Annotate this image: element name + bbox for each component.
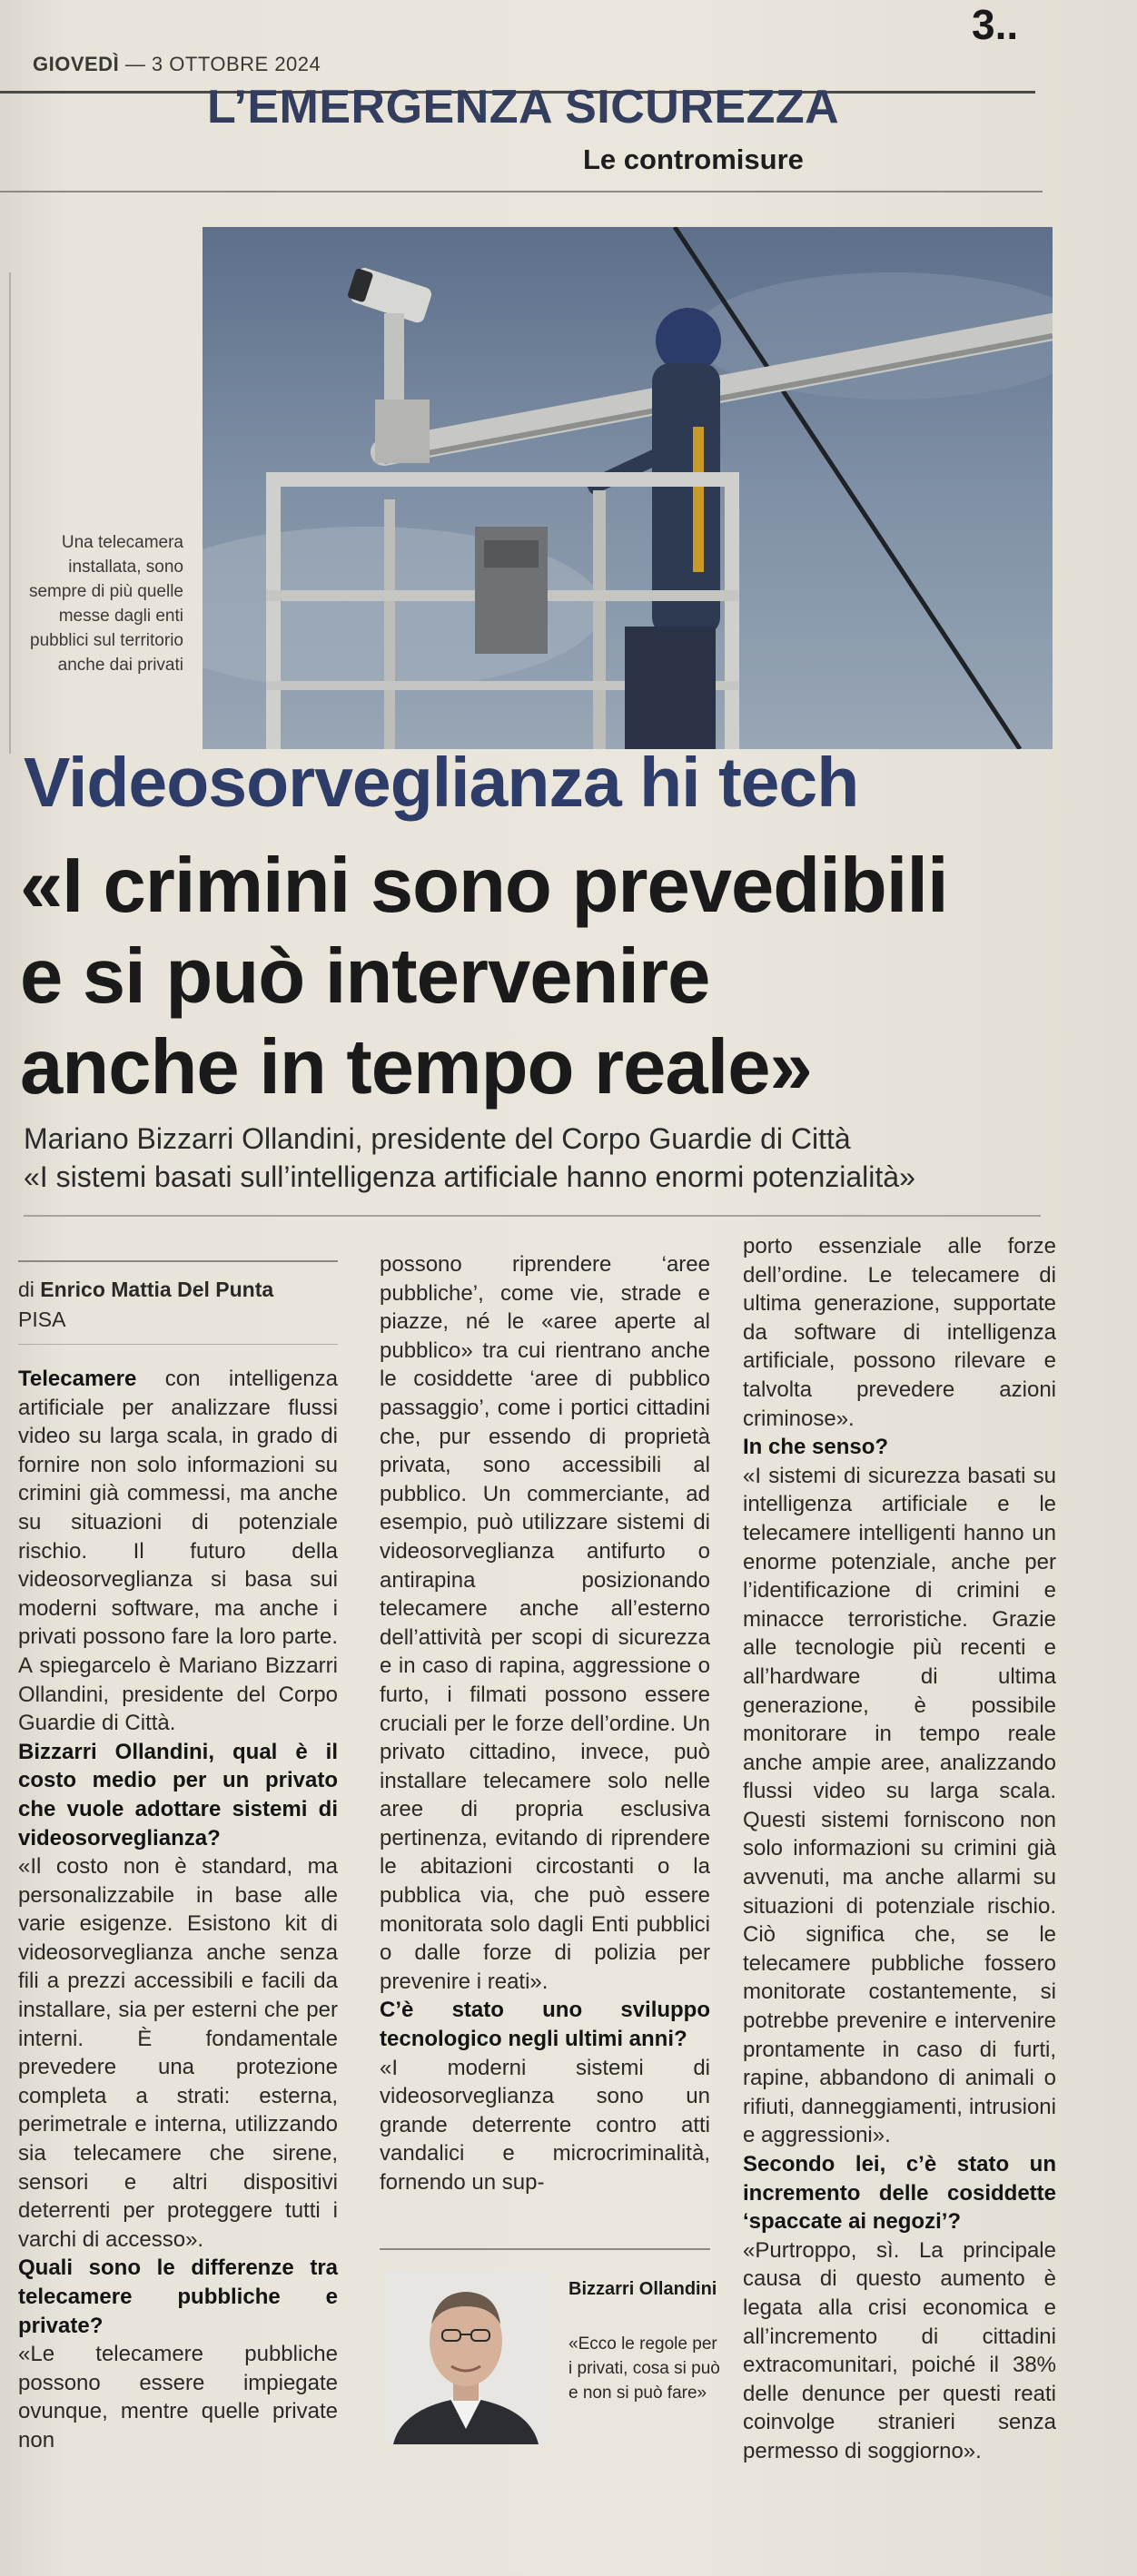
portrait-illustration — [384, 2270, 548, 2444]
headline — [20, 841, 1046, 1113]
byline-rule — [18, 1260, 338, 1262]
article-intro-text: con intelligenza artificiale per analizzare flussi video su larga scala, in grado di fornire non solo informazioni su crimini già commessi, ma anche su situazioni di potenziale rischio. Il futuro della videosorveglianza si basa sui moderni software, ma anche i privati possono fare la loro parte. A spiegarcelo è Mariano Bizzarri Ollandini, presidente del Corpo Guardie di Città. — [18, 1367, 338, 1736]
section-subtitle: Le contromisure — [583, 143, 804, 175]
byline-rule-bottom — [18, 1344, 338, 1345]
article-photo — [203, 227, 1053, 749]
section-title: L’EMERGENZA SICUREZZA — [207, 81, 840, 133]
subheadline-line-2: «I sistemi basati sull’intelligenza artificiale hanno enormi potenzialità» — [24, 1160, 915, 1193]
answer-3-part-2: porto essenziale alle forze dell’ordine. Le telecamere di ultima generazione, supportate da software di intelligenza artificiale, possono rilevare e talvolta prevedere azioni criminose». — [743, 1234, 1056, 1431]
article-intro — [18, 1365, 338, 1738]
body-rule — [24, 1215, 1041, 1217]
section-rule — [0, 191, 1043, 192]
article-intro-lead: Telecamere — [18, 1367, 137, 1391]
byline-place: PISA — [18, 1308, 66, 1331]
camera-installation-illustration — [203, 227, 1053, 749]
byline-prefix: di — [18, 1278, 35, 1301]
answer-1: «Il costo non è standard, ma personalizzabile in base alle varie esigenze. Esistono kit di videosorveglianza anche senza fili a prezzi accessibili e facili da installare, sia per esterni che per interni. È fondamentale prevedere una protezione completa a strati: esterna, perimetrale e interna, utilizzando sia telecamere che sirene, sensori e altri dispositivi deterrenti per proteggere tutti i varchi di accesso». — [18, 1854, 338, 2252]
page-date-rest: — 3 OTTOBRE 2024 — [124, 53, 321, 75]
byline-author: Enrico Mattia Del Punta — [40, 1278, 274, 1301]
answer-3-part-1: «I moderni sistemi di videosorveglianza sono un grande deterrente contro atti vandalici e microcriminalità, fornendo un sup- — [380, 2055, 710, 2195]
headline-line-3: anche in tempo reale» — [20, 1024, 812, 1110]
question-2: Quali sono le differenze tra telecamere pubbliche e private? — [18, 2255, 338, 2338]
article-column-3 — [743, 1232, 1056, 2466]
byline — [18, 1278, 273, 1302]
article-column-1 — [18, 1365, 338, 2455]
portrait-photo — [384, 2270, 548, 2444]
answer-2-part-1: «Le telecamere pubbliche possono essere impiegate ovunque, mentre quelle private non — [18, 2342, 338, 2453]
question-3: C’è stato uno sviluppo tecnologico negli ultimi anni? — [380, 1998, 710, 2052]
article-column-2 — [380, 1250, 710, 2197]
inset-rule — [380, 2248, 710, 2250]
headline-kicker: Videosorveglianza hi tech — [24, 744, 859, 822]
photo-caption: Una telecamera installata, sono sempre di più quelle messe dagli enti pubblici sul territorio anche dai privati — [28, 533, 183, 675]
headline-line-1: «I crimini sono prevedibili — [20, 843, 948, 929]
page-day: GIOVEDÌ — [33, 53, 120, 75]
answer-5: «Purtroppo, sì. La principale causa di questo aumento è legata alla crisi economica e all’incremento di cittadini extracomunitari, poiché il 38% delle denunce per questi reati coinvolge stranieri senza permesso di soggiorno». — [743, 2237, 1056, 2463]
headline-line-2: e si può intervenire — [20, 933, 710, 1020]
subheadline-line-1: Mariano Bizzarri Ollandini, presidente del Corpo Guardie di Città — [24, 1122, 851, 1155]
inset-quote: «Ecco le regole per i privati, cosa si può e non si può fare» — [568, 2334, 720, 2403]
question-4: In che senso? — [743, 1435, 889, 1460]
answer-4: «I sistemi di sicurezza basati su intelligenza artificiale e le telecamere intelligenti hanno un enorme potenziale, anche per l’identificazione di crimini e minacce terroristiche. Grazie alle tecnologie più recenti e all’hardware di ultima generazione, è possibile monitorare in tempo reale anche ampie aree, analizzando flussi video su larga scala. Questi sistemi forniscono non solo informazioni su crimini già avvenuti, ma anche allarmi su situazioni di potenziale rischio. Ciò significa che, se le telecamere pubbliche fossero monitorate costantemente, si potrebbe prevenire e intervenire prontamente in caso di furti, rapine, abbandono di animali o rifiuti, danneggiamenti, intrusioni e aggressioni». — [743, 1463, 1056, 2148]
caption-divider — [9, 272, 11, 754]
page-date — [33, 53, 321, 76]
inset-name: Bizzarri Ollandini — [568, 2279, 717, 2299]
page-number: 3.. — [972, 1, 1019, 48]
question-5: Secondo lei, c’è stato un incremento delle cosiddette ‘spaccate ai negozi’? — [743, 2152, 1056, 2235]
answer-2-part-2: possono riprendere ‘aree pubbliche’, come vie, strade e piazze, né le «aree aperte al pubblico» tra cui rientrano anche le cosiddette ‘aree di pubblico passaggio’, come i portici cittadini che, pur essendo di proprietà privata, sono accessibili al pubblico. Un commerciante, ad esempio, può utilizzare sistemi di videosorveglianza antifurto o antirapina posizionando telecamere anche all’esterno dell’attività per scopi di sicurezza e in caso di rapina, aggressione o furto, i filmati possono essere cruciali per le forze dell’ordine. Un privato cittadino, invece, può installare telecamere solo nelle aree di propria esclusiva pertinenza, evitando di riprendere le abitazioni circostanti o la pubblica via, che può essere monitorata solo dagli Enti pubblici o dalle forze di polizia per prevenire i reati». — [380, 1252, 710, 1994]
question-1: Bizzarri Ollandini, qual è il costo medio per un privato che vuole adottare sistemi di videosorveglianza? — [18, 1739, 338, 1851]
